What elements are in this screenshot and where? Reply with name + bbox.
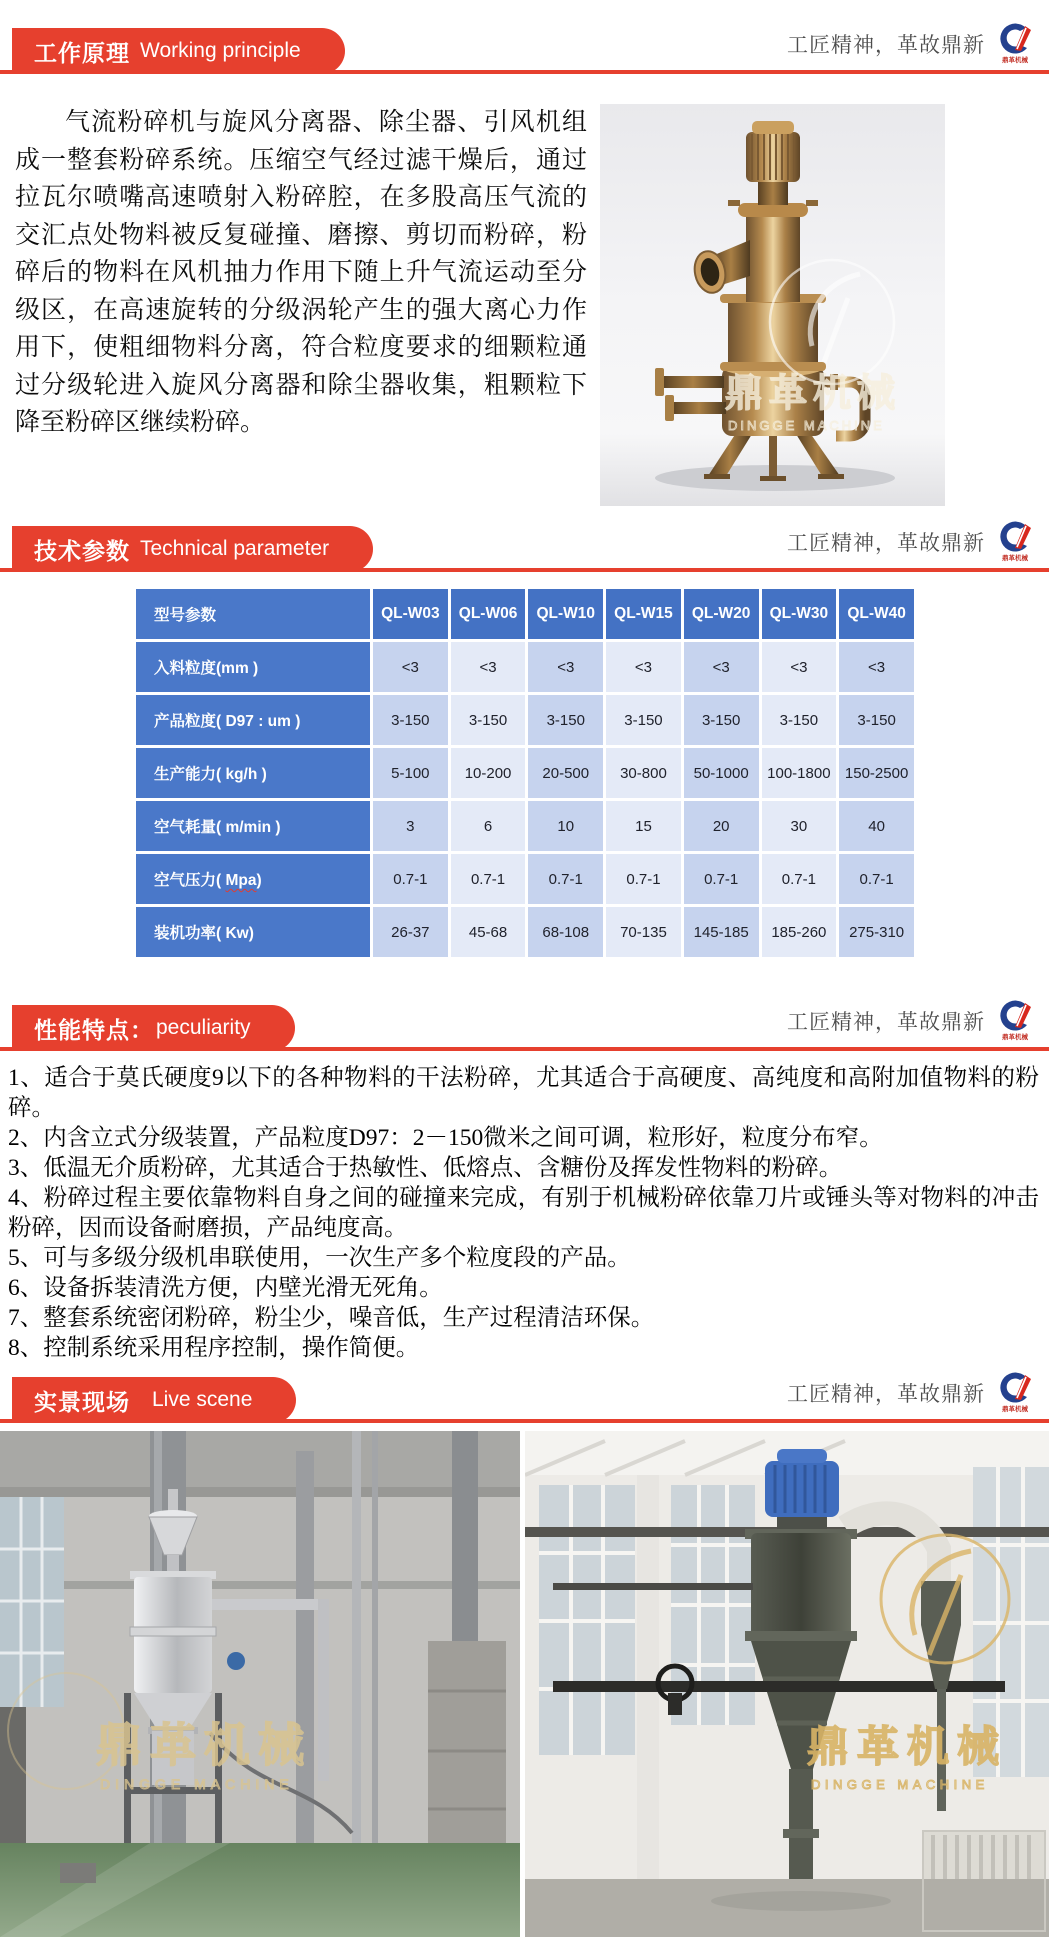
param-value-cell: 10-200	[451, 748, 526, 798]
param-value-cell: 50-1000	[684, 748, 759, 798]
live-scene-photo-right	[525, 1431, 1049, 1937]
param-label-cell: 入料粒度(mm )	[136, 642, 370, 692]
param-value-cell: 3-150	[373, 695, 448, 745]
header-right	[787, 20, 1035, 68]
feature-item: 3、低温无介质粉碎，尤其适合于热敏性、低熔点、含糖份及挥发性物料的粉碎。	[8, 1155, 843, 1181]
feature-item: 7、整套系统密闭粉碎，粉尘少，噪音低，生产过程清洁环保。	[8, 1305, 655, 1331]
section-header-technical-parameter	[0, 524, 1049, 572]
param-value-cell: <3	[606, 642, 681, 692]
param-value-cell: 5-100	[373, 748, 448, 798]
watermark-text-zh: 鼎革机械	[725, 373, 902, 415]
section-header-working-principle	[0, 26, 1049, 74]
header-right	[787, 1369, 1035, 1417]
model-header-cell: QL-W15	[606, 589, 681, 639]
model-header-cell: QL-W06	[451, 589, 526, 639]
param-value-cell: 3	[373, 801, 448, 851]
param-value-cell: 10	[528, 801, 603, 851]
param-value-cell: 150-2500	[839, 748, 914, 798]
section-title-zh: 实景现场	[34, 1388, 130, 1415]
param-value-cell: 0.7-1	[762, 854, 837, 904]
brand-slogan: 工匠精神，革故鼎新	[787, 1383, 985, 1406]
section-title-banner	[12, 526, 373, 572]
param-value-cell: 145-185	[684, 907, 759, 957]
brand-slogan: 工匠精神，革故鼎新	[787, 34, 985, 57]
section-header-live-scene	[0, 1375, 1049, 1423]
param-table-row	[136, 748, 914, 798]
param-table-corner-cell: 型号参数	[136, 589, 370, 639]
model-header-cell: QL-W40	[839, 589, 914, 639]
brand-slogan: 工匠精神，革故鼎新	[787, 532, 985, 555]
model-header-cell: QL-W30	[762, 589, 837, 639]
param-value-cell: 3-150	[451, 695, 526, 745]
logo-caption: 鼎革机械	[1002, 555, 1028, 562]
param-table-row	[136, 907, 914, 957]
logo-caption: 鼎革机械	[1002, 57, 1028, 64]
param-value-cell: 0.7-1	[839, 854, 914, 904]
watermark-text-en: DINGGE MACHINE	[100, 1776, 294, 1792]
param-value-cell: 3-150	[762, 695, 837, 745]
watermark-text-zh: 鼎革机械	[96, 1719, 312, 1771]
section-title-zh: 工作原理	[34, 39, 130, 66]
working-principle-section	[0, 104, 1049, 506]
feature-item: 1、适合于莫氏硬度9以下的各种物料的干法粉碎，尤其适合于高硬度、高纯度和高附加值物料的粉碎。	[8, 1065, 1039, 1121]
param-label-cell: 产品粒度( D97 : um )	[136, 695, 370, 745]
live-scene-photos	[0, 1431, 1049, 1937]
param-value-cell: 3-150	[839, 695, 914, 745]
feature-item: 8、控制系统采用程序控制，操作简便。	[8, 1335, 420, 1361]
product-render-image	[600, 104, 945, 506]
watermark-text-en: DINGGE MACHINE	[728, 418, 885, 433]
brand-slogan: 工匠精神，革故鼎新	[787, 1011, 985, 1034]
param-value-cell: 3-150	[528, 695, 603, 745]
param-label-cell: 装机功率( Kw)	[136, 907, 370, 957]
param-label-cell: 空气压力( Mpa)	[136, 854, 370, 904]
param-value-cell: 0.7-1	[684, 854, 759, 904]
param-value-cell: 68-108	[528, 907, 603, 957]
working-principle-text: 气流粉碎机与旋风分离器、除尘器、引风机组成一整套粉碎系统。压缩空气经过滤干燥后，通过拉瓦尔喷嘴高速喷射入粉碎腔，在多股高压气流的交汇点处物料被反复碰撞、磨擦、剪切而粉碎，粉碎后的物料在风机抽力作用下随上升气流运动至分级区，在高速旋转的分级涡轮产生的强大离心力作用下，使粗细物料分离，符合粒度要求的细颗粒通过分级轮进入旋风分离器和除尘器收集，粗颗粒下降至粉碎区继续粉碎。	[15, 109, 587, 436]
logo-caption: 鼎革机械	[1002, 1406, 1028, 1413]
section-title-zh: 技术参数	[34, 537, 130, 564]
param-value-cell: <3	[839, 642, 914, 692]
param-table-row	[136, 695, 914, 745]
param-value-cell: <3	[684, 642, 759, 692]
param-value-cell: 40	[839, 801, 914, 851]
param-value-cell: 0.7-1	[373, 854, 448, 904]
section-header-peculiarity	[0, 1003, 1049, 1051]
param-value-cell: <3	[451, 642, 526, 692]
section-title-zh: 性能特点：	[34, 1016, 154, 1043]
section-title-banner	[12, 1377, 296, 1423]
logo-caption: 鼎革机械	[1002, 1034, 1028, 1041]
param-value-cell: 45-68	[451, 907, 526, 957]
param-table-row	[136, 642, 914, 692]
param-label-cell: 空气耗量( m/min )	[136, 801, 370, 851]
param-table-row	[136, 854, 914, 904]
param-value-cell: 0.7-1	[451, 854, 526, 904]
watermark-text-en: DINGGE MACHINE	[811, 1777, 989, 1792]
param-value-cell: 20-500	[528, 748, 603, 798]
param-value-cell: 100-1800	[762, 748, 837, 798]
brand-logo-icon	[995, 518, 1035, 566]
section-title-en: peculiarity	[156, 1016, 251, 1039]
header-right	[787, 997, 1035, 1045]
section-title-en: Technical parameter	[140, 537, 330, 560]
param-value-cell: <3	[373, 642, 448, 692]
param-value-cell: 0.7-1	[528, 854, 603, 904]
model-header-cell: QL-W20	[684, 589, 759, 639]
feature-item: 4、粉碎过程主要依靠物料自身之间的碰撞来完成，有别于机械粉碎依靠刀片或锤头等对物料的冲击粉碎，因而设备耐磨损，产品纯度高。	[8, 1185, 1039, 1241]
brand-logo-icon	[995, 997, 1035, 1045]
param-value-cell: 26-37	[373, 907, 448, 957]
feature-item: 6、设备拆装清洗方便，内壁光滑无死角。	[8, 1275, 443, 1301]
section-title-en: Working principle	[140, 39, 301, 62]
model-header-cell: QL-W10	[528, 589, 603, 639]
feature-item: 5、可与多级分级机串联使用，一次生产多个粒度段的产品。	[8, 1245, 631, 1271]
technical-parameters-table-wrap	[133, 586, 917, 960]
brand-logo-icon	[995, 20, 1035, 68]
section-title-banner	[12, 28, 345, 74]
feature-list	[0, 1063, 1049, 1363]
param-value-cell: 3-150	[684, 695, 759, 745]
param-value-cell: 30-800	[606, 748, 681, 798]
param-value-cell: 20	[684, 801, 759, 851]
brand-logo-icon	[995, 1369, 1035, 1417]
param-label-cell: 生产能力( kg/h )	[136, 748, 370, 798]
technical-parameters-table	[133, 586, 917, 960]
param-value-cell: 30	[762, 801, 837, 851]
live-scene-photo-left	[0, 1431, 520, 1937]
param-value-cell: 0.7-1	[606, 854, 681, 904]
section-title-banner	[12, 1005, 295, 1051]
param-value-cell: <3	[762, 642, 837, 692]
param-table-row	[136, 801, 914, 851]
header-right	[787, 518, 1035, 566]
param-value-cell: <3	[528, 642, 603, 692]
param-value-cell: 3-150	[606, 695, 681, 745]
param-value-cell: 185-260	[762, 907, 837, 957]
watermark-text-zh: 鼎革机械	[807, 1723, 1008, 1770]
param-value-cell: 15	[606, 801, 681, 851]
feature-item: 2、内含立式分级装置，产品粒度D97：2－150微米之间可调，粒形好，粒度分布窄。	[8, 1125, 883, 1151]
param-value-cell: 70-135	[606, 907, 681, 957]
param-value-cell: 275-310	[839, 907, 914, 957]
section-title-en: Live scene	[152, 1388, 253, 1411]
model-header-cell: QL-W03	[373, 589, 448, 639]
param-value-cell: 6	[451, 801, 526, 851]
